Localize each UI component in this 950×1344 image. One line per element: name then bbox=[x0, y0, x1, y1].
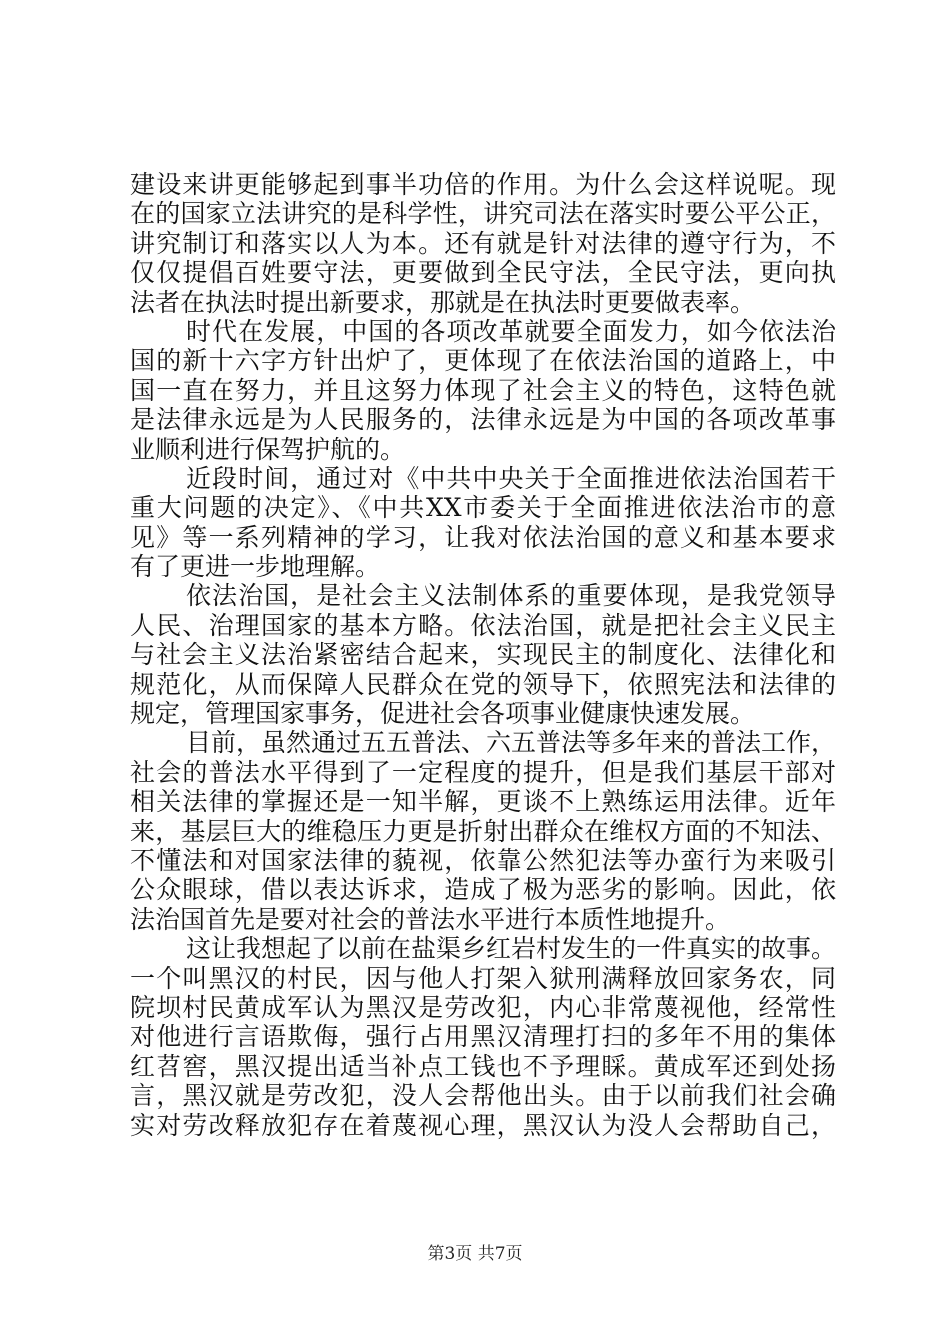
text-line: 来，基层巨大的维稳压力更是折射出群众在维权方面的不知法、 bbox=[130, 816, 836, 846]
page-number-label: 第3页 共7页 bbox=[427, 1244, 523, 1264]
text-line: 公众眼球，借以表达诉求，造成了极为恶劣的影响。因此，依 bbox=[130, 875, 836, 905]
text-line: 重大问题的决定》、《中共XX市委关于全面推进依法治市的意 bbox=[130, 493, 836, 523]
text-line: 相关法律的掌握还是一知半解，更谈不上熟练运用法律。近年 bbox=[130, 787, 836, 817]
text-line: 有了更进一步地理解。 bbox=[130, 552, 381, 582]
text-line: 社会的普法水平得到了一定程度的提升，但是我们基层干部对 bbox=[130, 757, 836, 787]
text-line: 院坝村民黄成军认为黑汉是劳改犯，内心非常蔑视他，经常性 bbox=[130, 992, 836, 1022]
text-line: 见》等一系列精神的学习，让我对依法治国的意义和基本要求 bbox=[130, 522, 836, 552]
text-line: 规定，管理国家事务，促进社会各项事业健康快速发展。 bbox=[130, 699, 756, 729]
text-line: 法者在执法时提出新要求，那就是在执法时更要做表率。 bbox=[130, 287, 756, 317]
text-line: 在的国家立法讲究的是科学性，讲究司法在落实时要公平公正， bbox=[130, 199, 836, 229]
text-line: 对他进行言语欺侮，强行占用黑汉清理打扫的多年不用的集体 bbox=[130, 1022, 836, 1052]
text-line: 建设来讲更能够起到事半功倍的作用。为什么会这样说呢。现 bbox=[130, 170, 836, 199]
text-line: 法治国首先是要对社会的普法水平进行本质性地提升。 bbox=[130, 904, 731, 934]
page-footer bbox=[0, 1243, 950, 1265]
document-body bbox=[130, 170, 836, 1140]
text-line: 是法律永远是为人民服务的，法律永远是为中国的各项改革事 bbox=[130, 405, 836, 435]
text-line: 一个叫黑汉的村民，因与他人打架入狱刑满释放回家务农，同 bbox=[130, 963, 836, 993]
text-line: 红苕窖，黑汉提出适当补点工钱也不予理睬。黄成军还到处扬 bbox=[130, 1051, 836, 1081]
paragraph-start-line: 近段时间，通过对《中共中央关于全面推进依法治国若干 bbox=[186, 463, 836, 493]
text-line: 国的新十六字方针出炉了，更体现了在依法治国的道路上，中 bbox=[130, 346, 836, 376]
paragraph-start-line: 依法治国，是社会主义法制体系的重要体现，是我党领导 bbox=[186, 581, 836, 611]
text-line: 规范化，从而保障人民群众在党的领导下，依照宪法和法律的 bbox=[130, 669, 836, 699]
paragraph-start-line: 时代在发展，中国的各项改革就要全面发力，如今依法治 bbox=[186, 316, 836, 346]
text-line: 实对劳改释放犯存在着蔑视心理，黑汉认为没人会帮助自己， bbox=[130, 1110, 836, 1140]
text-line: 人民、治理国家的基本方略。依法治国，就是把社会主义民主 bbox=[130, 610, 836, 640]
text-line: 言，黑汉就是劳改犯，没人会帮他出头。由于以前我们社会确 bbox=[130, 1081, 836, 1111]
text-line: 不懂法和对国家法律的藐视，依靠公然犯法等办蛮行为来吸引 bbox=[130, 845, 836, 875]
text-line: 国一直在努力，并且这努力体现了社会主义的特色，这特色就 bbox=[130, 375, 836, 405]
text-line: 业顺利进行保驾护航的。 bbox=[130, 434, 406, 464]
text-line: 讲究制订和落实以人为本。还有就是针对法律的遵守行为，不 bbox=[130, 228, 836, 258]
text-line: 仅仅提倡百姓要守法，更要做到全民守法，全民守法，更向执 bbox=[130, 258, 836, 288]
paragraph-start-line: 目前，虽然通过五五普法、六五普法等多年来的普法工作， bbox=[186, 728, 837, 758]
text-line: 与社会主义法治紧密结合起来，实现民主的制度化、法律化和 bbox=[130, 640, 836, 670]
paragraph-start-line: 这让我想起了以前在盐渠乡红岩村发生的一件真实的故事。 bbox=[186, 934, 837, 964]
